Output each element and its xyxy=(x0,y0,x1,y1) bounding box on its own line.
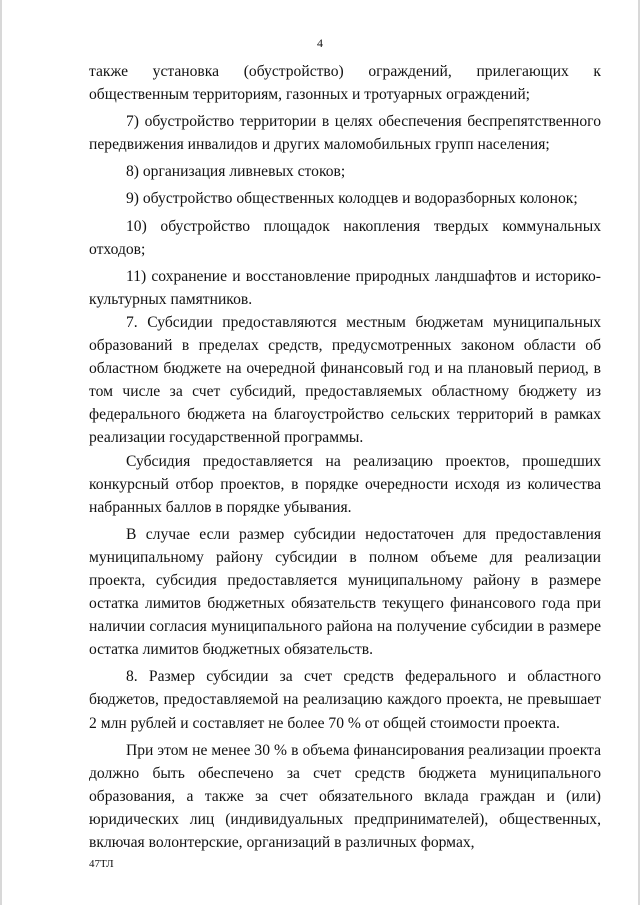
page-edge-left xyxy=(0,0,2,905)
page-number: 4 xyxy=(317,36,323,50)
list-item-11: 11) сохранение и восстановление природных ландшафтов и историко-культурных памятников. xyxy=(89,267,601,308)
clause-7-insufficient: В случае если размер субсидии недостаточен для предоставления муниципальному району субсидии в полном объеме для реализации проекта, субсидия предоставляется муниципальному району в размере остатка лимитов бюджетных обязательств текущего финансового года при наличии согласия муниципального района на получение субсидии в размере остатка лимитов бюджетных обязательств. xyxy=(89,525,601,659)
document-body xyxy=(89,60,601,854)
clause-7: 7. Субсидии предоставляются местным бюджетам муниципальных образований в пределах средств, предусмотренных законом области об областном бюджете на очередной финансовый год и на плановый период, в том числе за счет субсидий, предоставляемых областному бюджету из федерального бюджета на благоустройство сельских территорий в рамках реализации государственной программы. xyxy=(89,313,601,447)
clause-8-cofinancing: При этом не менее 30 % в объема финансирования реализации проекта должно быть обеспечено за счет средств бюджета муниципального образования, а также за счет обязательного вклада граждан и (или) юридических лиц (индивидуальных предпринимателей), общественных, включая волонтерские, организаций в различных формах, xyxy=(89,741,601,851)
footer-code: 47ТЛ xyxy=(89,858,114,870)
clause-7-subsidy: Субсидия предоставляется на реализацию проектов, прошедших конкурсный отбор проектов, в порядке очередности исходя из количества набранных баллов в порядке убывания. xyxy=(89,452,601,516)
clause-8: 8. Размер субсидии за счет средств федерального и областного бюджетов, предоставляемой на реализацию каждого проекта, не превышает 2 млн рублей и составляет не более 70 % от общей стоимости проекта. xyxy=(89,668,601,732)
list-item-8: 8) организация ливневых стоков; xyxy=(126,163,346,181)
list-item-10: 10) обустройство площадок накопления твердых коммунальных отходов; xyxy=(89,217,601,258)
paragraph-continuation: также установка (обустройство) ограждений, прилегающих к общественным территориям, газонных и тротуарных ограждений; xyxy=(89,63,601,104)
list-item-7: 7) обустройство территории в целях обеспечения беспрепятственного передвижения инвалидов и других маломобильных групп населения; xyxy=(89,113,601,154)
list-item-9: 9) обустройство общественных колодцев и водоразборных колонок; xyxy=(126,190,578,208)
